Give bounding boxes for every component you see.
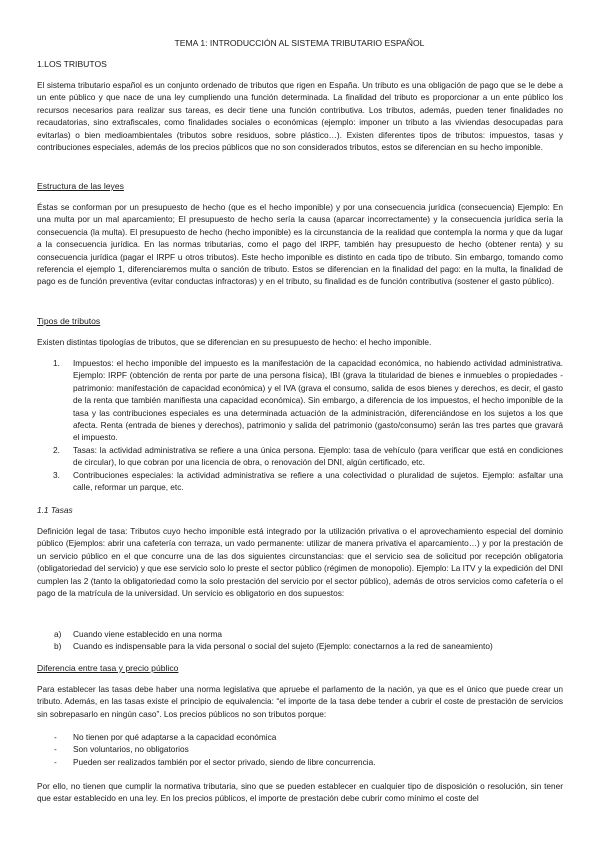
- list-marker: b): [54, 641, 62, 652]
- final-paragraph: [37, 780, 563, 805]
- list-item: [37, 469, 563, 494]
- precios-list: [37, 731, 563, 768]
- list-number: 2.: [53, 444, 60, 455]
- estructura-paragraph: [37, 201, 563, 288]
- supuestos-list: [37, 628, 563, 653]
- section-heading-diferencia: Diferencia entre tasa y precio público: [37, 663, 179, 673]
- tasa-paragraph: [37, 525, 563, 599]
- intro-paragraph: [37, 79, 563, 153]
- section-heading-tributos: 1.LOS TRIBUTOS: [37, 59, 107, 69]
- list-marker: a): [54, 629, 62, 639]
- list-item-text: Contribuciones especiales: la actividad administrativa se refiere a una colectividad o pluralidad de sujetos. Ejemplo: asfaltar una calle, reformar un parque, etc.: [73, 469, 563, 493]
- subsection-label-tasas: 1.1 Tasas: [37, 505, 73, 515]
- list-marker: -: [54, 756, 57, 767]
- tipos-intro-paragraph: [37, 336, 563, 348]
- list-item-text: No tienen por qué adaptarse a la capacidad económica: [73, 732, 277, 742]
- list-item-text: Impuestos: el hecho imponible del impuesto es la manifestación de la capacidad económica, no habiendo actividad administrativa. Ejemplo: IRPF (obtención de renta por parte de una persona física), IBI (grava la titularidad de bienes e inmuebles o propiedades - patrimonio: manifestación de capacidad económica) y el IVA (grava el consumo, salida de esos bienes y derechos, es decir, el gasto de la renta que también manifiesta una capacidad económica). Sin embargo, a diferencia de los impuestos, el hecho imponible de la tasa y las contribuciones especiales es una determinada actuación de la administración, diferenciándose en los sujetos a los que afecta. Renta (entrada de bienes y derechos), patrimonio y salida del patrimonio (gasto/consumo) serán las tres partes que gravará el impuesto.: [73, 358, 563, 443]
- list-number: 3.: [53, 469, 60, 480]
- section-heading-tipos: Tipos de tributos: [37, 316, 101, 326]
- list-marker: -: [54, 732, 57, 742]
- list-item: [37, 357, 563, 444]
- list-item: [37, 640, 563, 652]
- list-item: [37, 628, 563, 640]
- tipos-intro-text: Existen distintas tipologías de tributos, que se diferencian en su presupuesto de hecho: el hecho imponible.: [37, 337, 432, 347]
- list-item-text: Pueden ser realizados también por el sector privado, siendo de libre concurrencia.: [73, 756, 376, 767]
- list-item-text: Son voluntarios, no obligatorios: [73, 744, 189, 755]
- intro-paragraph-text: El sistema tributario español es un conjunto ordenado de tributos que rigen en España. Un tributo es una obligación de pago que se le debe a un ente público y que nace de una ley cumpliendo una función determinada. La finalidad del tributo es proporcionar a un ente público los recursos necesarios para realizar sus tareas, es decir tiene una función contributiva. Los tributos, además, pueden tener finalidades no recaudatorias, sino extrafiscales, como finalidades sociales o económicas (ejemplo: imponer un tributo a las viviendas desocupadas para evitarlas) o bien medioambientales (tributos sobre residuos, sobre plástico…). Existen diferentes tipos de tributos: impuestos, tasas y contribuciones especiales, además de los precios públicos que no son considerados tributos, estos se diferencian en su hecho imponible.: [37, 80, 563, 153]
- final-paragraph-text: Por ello, no tienen que cumplir la normativa tributaria, sino que se pueden establecer en cualquier tipo de disposición o resolución, sin tener que estar establecido en una ley. En los precios públicos, el importe de prestación debe cubrir como mínimo el coste del: [37, 781, 563, 804]
- diferencia-paragraph: [37, 683, 563, 720]
- list-item-text: Cuando es indispensable para la vida personal o social del sujeto (Ejemplo: conectarnos a la red de saneamiento): [73, 641, 493, 652]
- list-number: 1.: [53, 358, 60, 368]
- diferencia-paragraph-text: Para establecer las tasas debe haber una norma legislativa que apruebe el parlamento de la nación, ya que es el único que puede crear un tributo. Además, en las tasas existe el principio de equivalencia: “el importe de la tasa debe tender a cubrir el coste de prestación de servicios sin sobrepasarlo en ningún caso”. Los precios públicos no son tributos porque:: [37, 684, 563, 719]
- tipos-list: [37, 357, 563, 493]
- tasa-paragraph-text: Definición legal de tasa: Tributos cuyo hecho imponible está integrado por la utilización privativa o el aprovechamiento especial del dominio público (Ejemplos: abrir una cafetería con terraza, un vado permanente: utilizar de manera privativa el aparcamiento…) y por la prestación de un servicio público en el que concurre una de las dos siguientes circunstancias: que el servicio sea de solicitud por recepción obligatoria (obligatoriedad del servicio) y que ese servicio solo lo preste el sector público (régimen de monopolio). Ejemplo: La ITV y la expedición del DNI cumplen las 2 (tanto la obligatoriedad como la solo prestación del servicio por el sector público), además de otros servicios como cafetería o el pago de la matrícula de la universidad. Un servicio es obligatorio en dos supuestos:: [37, 526, 563, 599]
- list-item: [37, 444, 563, 469]
- list-marker: -: [54, 744, 57, 755]
- list-item: [37, 743, 563, 755]
- list-item-text: Cuando viene establecido en una norma: [73, 629, 222, 639]
- list-item-text: Tasas: la actividad administrativa se refiere a una única persona. Ejemplo: tasa de vehículo (para verificar que está en condiciones de circular), lo que cobran por una licencia de obra, o renovación del DNI, algún certificado, etc.: [73, 444, 563, 468]
- list-item: [37, 731, 563, 743]
- section-heading-estructura: Estructura de las leyes: [37, 181, 124, 191]
- document-title: TEMA 1: INTRODUCCIÓN AL SISTEMA TRIBUTARIO ESPAÑOL: [174, 38, 425, 48]
- estructura-paragraph-text: Éstas se conforman por un presupuesto de hecho (que es el hecho imponible) y por una consecuencia jurídica (consecuencia) Ejemplo: En una multa por un mal aparcamiento; El presupuesto de hecho sería la causa (aparcar incorrectamente) y la consecuencia jurídica sería la consecuencia (la multa). El presupuesto de hecho (hecho imponible) es la circunstancia de la realidad que contempla la norma y que da lugar a la consecuencia jurídica. En las normas tributarias, como el pago del IRPF, también hay presupuesto de hecho (obtener renta) y su consecuencia jurídica (pagar el IRPF u otros tributos). Este hecho imponible es distinto en cada tipo de tributo. Sin embargo, tomando como referencia el ejemplo 1, diferenciaremos multa o sanción de tributo. Estos se diferencian en la finalidad del pago: en la multa, la finalidad de pago es de función preventiva (evitar conductas infractoras) y en el tributo, su finalidad es de función contributiva (sostener el gasto público).: [37, 202, 563, 287]
- list-item: [37, 756, 563, 768]
